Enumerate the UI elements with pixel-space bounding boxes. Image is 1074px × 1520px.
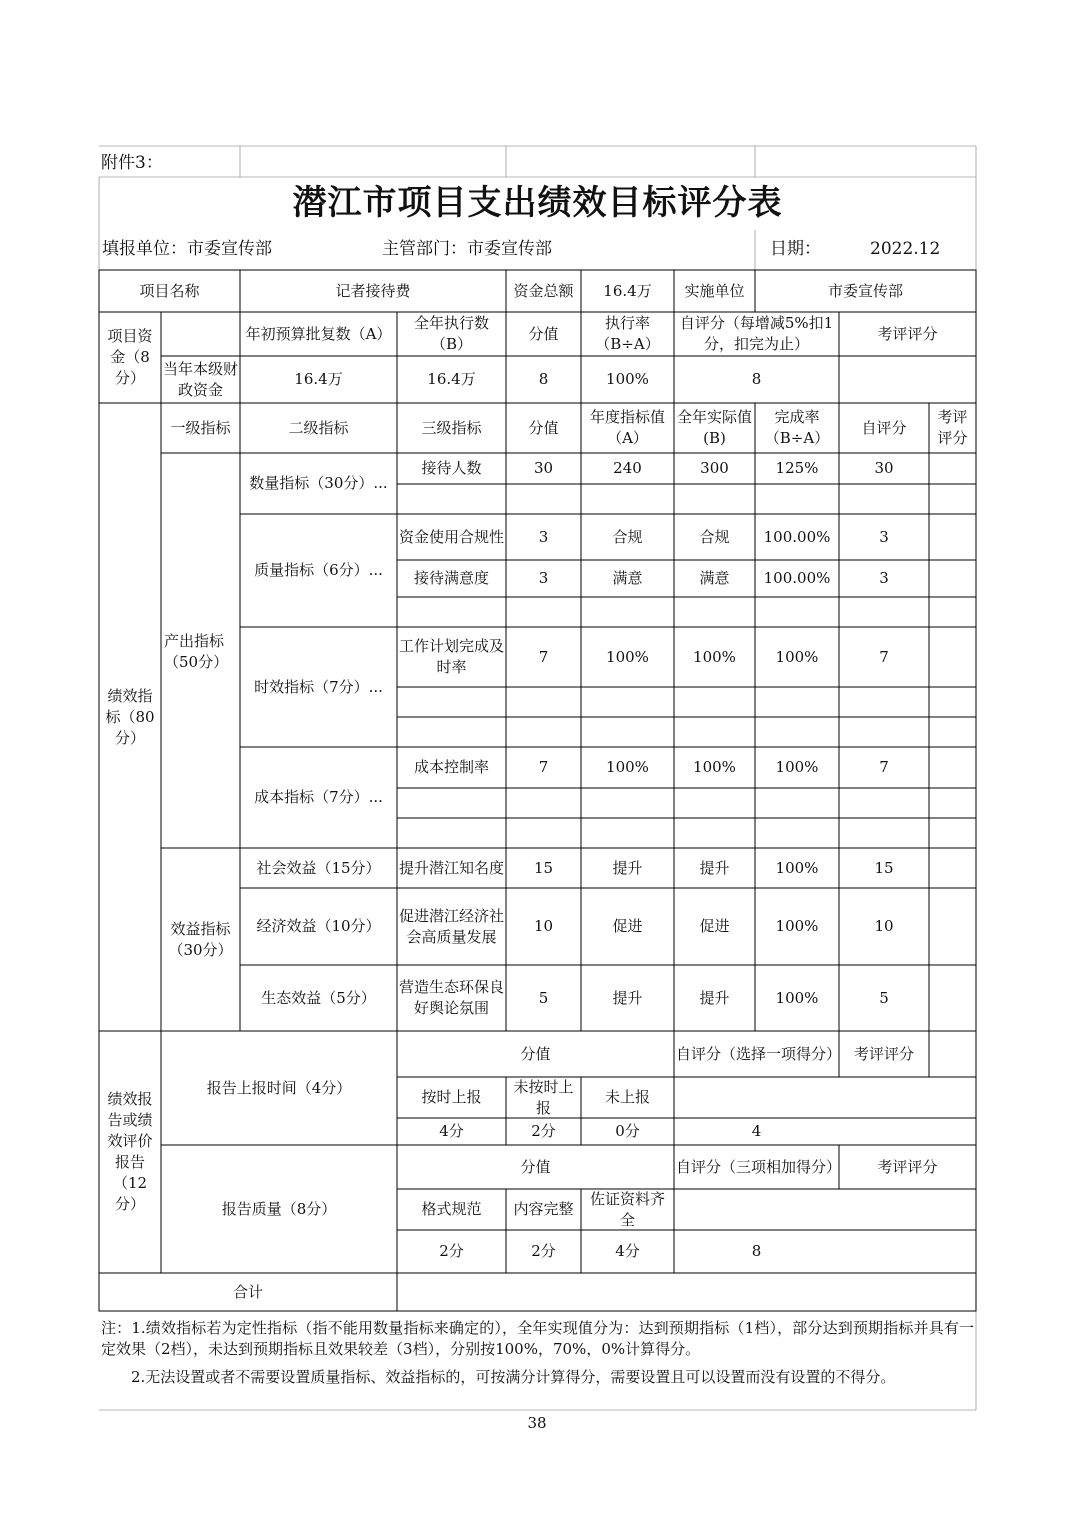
- indicator-target: 提升: [612, 858, 643, 877]
- indicator-target: 提升: [612, 988, 643, 1007]
- report-section-label: 绩效报告或绩效评价报告（12分）: [107, 1090, 153, 1213]
- cost-indicator-label: 成本指标（7分）...: [254, 788, 383, 806]
- indicator-rate: 100%: [775, 917, 819, 935]
- output-indicator-label: 产出指标（50分）: [164, 632, 229, 671]
- self-score-header: 自评分: [861, 418, 907, 437]
- annual-target-header: 年度指标值（A）: [589, 408, 665, 447]
- indicator-target: 合规: [612, 527, 643, 546]
- indicator-target: 100%: [606, 758, 649, 776]
- funds-row-label: 当年本级财政资金: [163, 359, 239, 399]
- social-benefit-label: 社会效益（15分）: [256, 858, 381, 877]
- page-title: 潜江市项目支出绩效目标评分表: [292, 182, 783, 223]
- report-time-label: 报告上报时间（4分）: [206, 1078, 352, 1097]
- indicator-score: 3: [538, 527, 549, 546]
- report-quality-score-header: 分值: [520, 1157, 551, 1176]
- indicator-self: 10: [874, 917, 894, 935]
- indicator-score: 10: [533, 917, 554, 935]
- impl-unit-label: 实施单位: [684, 281, 745, 300]
- indicator-score: 7: [538, 647, 549, 666]
- late-score: 2分: [531, 1122, 556, 1140]
- executed-header: 全年执行数（B）: [413, 314, 489, 353]
- late-option: 未按时上报: [513, 1077, 574, 1117]
- indicator-name: 成本控制率: [413, 758, 489, 776]
- indicator-name: 提升潜江知名度: [399, 858, 505, 877]
- indicator-self: 5: [879, 988, 889, 1007]
- report-quality-review-header: 考评评分: [877, 1157, 938, 1176]
- perf-section-label: 绩效指标（80分）: [105, 686, 155, 747]
- attachment-label: 附件3：: [101, 152, 163, 173]
- level3-header: 三级指标: [421, 418, 482, 437]
- on-time-option: 按时上报: [421, 1088, 482, 1106]
- fund-total-label: 资金总额: [513, 281, 574, 300]
- indicator-rate: 100%: [775, 858, 819, 877]
- indicator-score: 3: [538, 569, 549, 587]
- indicator-actual: 合规: [699, 527, 730, 546]
- on-time-score: 4分: [439, 1122, 464, 1140]
- report-time-self-score: 4: [751, 1122, 762, 1140]
- fund-total-value: 16.4万: [603, 281, 652, 300]
- rate-value: 100%: [606, 370, 649, 388]
- funds-score-value: 8: [538, 370, 549, 388]
- indicator-rate: 100.00%: [763, 527, 831, 546]
- indicator-name: 促进潜江经济社会高质量发展: [399, 906, 505, 946]
- funds-score-header: 分值: [528, 324, 559, 343]
- indicator-actual: 促进: [699, 917, 730, 935]
- quality-indicator-label: 质量指标（6分）...: [254, 561, 383, 579]
- funds-self-score: 8: [751, 370, 762, 388]
- project-name-value: 记者接待费: [335, 281, 411, 300]
- indicator-target: 满意: [612, 569, 643, 587]
- perf-score-header: 分值: [528, 418, 559, 437]
- timeliness-indicator-label: 时效指标（7分）...: [254, 677, 383, 696]
- indicator-actual: 提升: [699, 988, 730, 1007]
- indicator-self: 15: [874, 858, 894, 877]
- actual-header: 全年实际值(B): [676, 408, 752, 447]
- indicator-actual: 满意: [699, 569, 730, 587]
- indicator-name: 工作计划完成及时率: [399, 637, 505, 676]
- not-reported-score: 0分: [615, 1122, 640, 1140]
- funds-self-header: 自评分（每增减5%扣1分，扣完为止）: [679, 314, 834, 353]
- indicator-rate: 100.00%: [763, 569, 831, 587]
- date-label: 日期：: [770, 238, 821, 259]
- completion-header: 完成率（B÷A）: [764, 408, 830, 447]
- indicator-self: 3: [879, 527, 889, 546]
- impl-unit-value: 市委宣传部: [827, 281, 903, 300]
- indicator-score: 30: [533, 459, 554, 477]
- report-quality-self-score: 8: [751, 1242, 762, 1260]
- indicator-actual: 100%: [693, 647, 736, 666]
- fill-unit: 填报单位：市委宣传部: [102, 238, 272, 259]
- evidence-score: 4分: [615, 1242, 640, 1260]
- indicator-score: 5: [538, 988, 549, 1007]
- report-quality-label: 报告质量（8分）: [221, 1199, 337, 1218]
- economic-benefit-label: 经济效益（10分）: [256, 917, 381, 935]
- page-number: 38: [527, 1413, 547, 1432]
- complete-score: 2分: [531, 1242, 556, 1260]
- level2-header: 二级指标: [288, 418, 349, 437]
- indicator-name: 资金使用合规性: [399, 527, 505, 546]
- evidence-criterion: 佐证资料齐全: [589, 1189, 665, 1229]
- benefit-indicator-label: 效益指标（30分）: [168, 919, 233, 959]
- rate-header: 执行率（B÷A）: [595, 314, 660, 353]
- indicator-score: 15: [533, 858, 554, 877]
- indicator-rate: 100%: [775, 758, 819, 776]
- indicator-rate: 100%: [775, 988, 819, 1007]
- indicator-target: 100%: [606, 647, 649, 666]
- indicator-self: 7: [879, 647, 889, 666]
- review-score-header: 考评评分: [937, 408, 968, 447]
- funds-section-label: 项目资金（8分）: [107, 327, 153, 387]
- indicator-self: 7: [879, 758, 889, 776]
- executed-value: 16.4万: [427, 370, 476, 388]
- indicator-self: 30: [874, 459, 894, 477]
- report-time-review-header: 考评评分: [853, 1044, 914, 1063]
- indicator-rate: 100%: [775, 647, 819, 666]
- indicator-target: 240: [613, 459, 642, 477]
- date-value: 2022.12: [870, 238, 941, 259]
- indicator-name: 营造生态环保良好舆论氛围: [399, 978, 505, 1017]
- indicator-name: 接待满意度: [413, 569, 489, 587]
- report-quality-self-header: 自评分（三项相加得分）: [676, 1157, 842, 1176]
- not-reported-option: 未上报: [604, 1088, 650, 1106]
- report-time-self-header: 自评分（选择一项得分）: [676, 1044, 842, 1063]
- indicator-actual: 提升: [699, 858, 730, 877]
- indicator-target: 促进: [612, 917, 643, 935]
- complete-criterion: 内容完整: [513, 1200, 574, 1218]
- budget-header: 年初预算批复数（A）: [245, 324, 392, 343]
- level1-header: 一级指标: [170, 418, 231, 437]
- indicator-actual: 300: [700, 459, 729, 477]
- indicator-self: 3: [879, 569, 889, 587]
- indicator-actual: 100%: [693, 758, 736, 776]
- competent-department: 主管部门：市委宣传部: [382, 238, 552, 259]
- funds-review-header: 考评评分: [877, 324, 938, 343]
- project-name-label: 项目名称: [139, 281, 200, 300]
- report-time-score-header: 分值: [520, 1044, 551, 1063]
- quantity-indicator-label: 数量指标（30分）...: [249, 474, 388, 492]
- indicator-rate: 125%: [775, 459, 819, 477]
- indicator-score: 7: [538, 758, 549, 776]
- budget-value: 16.4万: [294, 370, 343, 388]
- note-2: 2.无法设置或者不需要设置质量指标、效益指标的，可按满分计算得分，需要设置且可以设置而没有设置的不得分。: [131, 1368, 896, 1386]
- indicator-name: 接待人数: [421, 459, 482, 477]
- ecological-benefit-label: 生态效益（5分）: [261, 988, 376, 1007]
- format-criterion: 格式规范: [421, 1200, 482, 1218]
- note-1: 注：1.绩效指标若为定性指标（指不能用数量指标来确定的），全年实现值分为：达到预期指标（1档），部分达到预期指标并具有一定效果（2档），未达到预期指标且效果较差（3档），分别按100%，70%，0%计算得分。: [101, 1319, 974, 1358]
- format-score: 2分: [439, 1242, 464, 1260]
- total-label: 合计: [232, 1282, 263, 1301]
